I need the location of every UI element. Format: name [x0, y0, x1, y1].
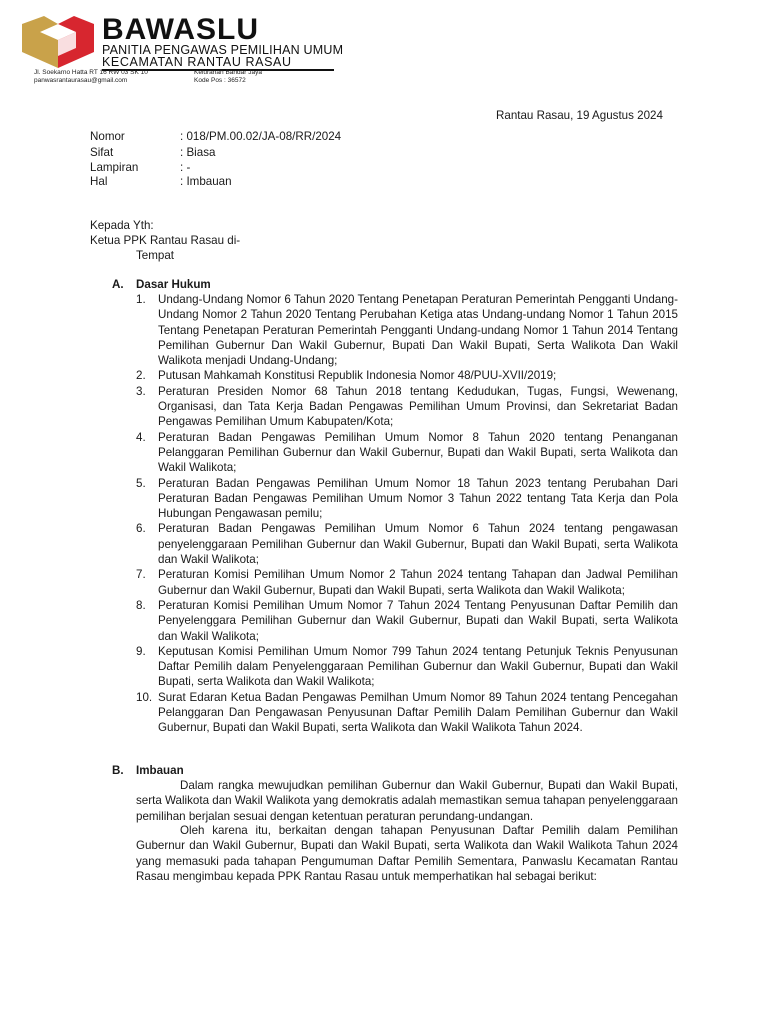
imbauan-paragraph-1: Dalam rangka mewujudkan pemilihan Gubernur dan Wakil Gubernur, Bupati dan Wakil Bupati, serta Walikota dan Wakil Walikota yang demokratis adalah memastikan semua tahapan penyelenggaraan pemilihan berjalan sesuai dengan ketentuan peraturan perundang-undangan. [136, 779, 678, 823]
meta-value: : 018/PM.00.02/JA-08/RR/2024 [180, 130, 342, 143]
list-item: 6. Peraturan Badan Pengawas Pemilihan Umum Nomor 6 Tahun 2024 tentang pengawasan penyelenggaraan Pemilihan Gubernur dan Wakil Gubernur, Bupati dan Wakil Bupati, serta Walikota dan Wakil Walikota; [136, 522, 678, 567]
meta-value: : Imbauan [180, 175, 232, 188]
address-postal-code: Kode Pos : 36572 [194, 77, 246, 84]
meta-value: : Biasa [180, 146, 216, 159]
address-street: Jl. Soekarno Hatta RT 16 RW 03 SK 10 [34, 69, 148, 76]
addressee-place: Tempat [136, 249, 175, 262]
section-heading: Imbauan [136, 764, 184, 777]
list-item: 7. Peraturan Komisi Pemilihan Umum Nomor 2 Tahun 2024 tentang Tahapan dan Jadwal Pemilihan Gubernur dan Wakil Gubernur, Bupati dan Wakil Bupati, serta Walikota dan Wakil Walikota; [136, 568, 678, 597]
addressee-name: Ketua PPK Rantau Rasau di- [90, 234, 241, 247]
meta-key: Sifat [90, 146, 114, 159]
bawaslu-logo-icon [18, 12, 98, 70]
list-item: 1. Undang-Undang Nomor 6 Tahun 2020 Tentang Penetapan Peraturan Pemerintah Pengganti Undang-Undang Nomor 2 Tahun 2020 Tentang Perubahan Ketiga atas Undang-undang Nomor 1 Tahun 2015 Tentang Penetapan Peraturan Pemerintah Pengganti Undang-undang Nomor 1 Tahun 2014 Tentang Pemilihan Gubernur Dan Wakil Gubernur, Bupati Dan Wakil Bupati, Serta Walikota Dan Wakil Walikota menjadi Undang-Undang; [136, 293, 678, 368]
addressee-salutation: Kepada Yth: [90, 219, 154, 232]
list-item: 3. Peraturan Presiden Nomor 68 Tahun 2018 tentang Kedudukan, Tugas, Fungsi, Wewenang, Organisasi, dan Tata Kerja Badan Pengawas Pemilihan Umum Provinsi, dan Sekretariat Badan Pengawas Pemilihan Umum Kabupaten/Kota; [136, 384, 678, 429]
section-heading: Dasar Hukum [136, 278, 211, 291]
meta-row-nomor [90, 129, 341, 144]
section-letter: B. [112, 764, 124, 777]
imbauan-paragraph-2: Oleh karena itu, berkaitan dengan tahapan Penyusunan Daftar Pemilih dalam Pemilihan Gubernur dan Wakil Gubernur, Bupati dan Wakil Bupati, serta Walikota dan Wakil Walikota Tahun 2024 yang memasuki pada tahapan Pengumuman Daftar Pemilih Sementara, Panwaslu Kecamatan Rantau Rasau mengimbau kepada PPK Rantau Rasau untuk memperhatikan hal sebagai berikut: [136, 824, 678, 883]
date-line: Rantau Rasau, 19 Agustus 2024 [496, 109, 663, 122]
list-item: 4. Peraturan Badan Pengawas Pemilihan Umum Nomor 8 Tahun 2020 tentang Penanganan Pelanggaran Pemilihan Gubernur dan Wakil Gubernur, Bupati dan Wakil Bupati, serta Walikota dan Wakil Walikota; [136, 430, 678, 475]
address-email: panwasrantaurasau@gmail.com [34, 77, 128, 84]
org-subtitle-1: PANITIA PENGAWAS PEMILIHAN UMUM [102, 43, 344, 57]
list-item: 9. Keputusan Komisi Pemilihan Umum Nomor 799 Tahun 2024 tentang Petunjuk Teknis Penyusunan Daftar Pemilih dalam Penyelenggaraan Pemilihan Gubernur dan Wakil Gubernur, Bupati dan Wakil Bupati, serta Walikota dan Wakil Walikota; [136, 644, 678, 689]
org-name: BAWASLU [102, 13, 259, 46]
section-a-title [112, 277, 211, 292]
org-subtitle-2: KECAMATAN RANTAU RASAU [102, 55, 292, 69]
list-item: 10. Surat Edaran Ketua Badan Pengawas Pemilhan Umum Nomor 89 Tahun 2024 tentang Pencegahan Pelanggaran Dan Pengawasan Penyusunan Daftar Pemilih Dalam Pemilihan Gubernur dan Wakil Gubernur, Bupati dan Wakil Bupati, serta Walikota dan Wakil Walikota Tahun 2024. [136, 690, 678, 735]
meta-key: Hal [90, 175, 108, 188]
address-left [34, 69, 148, 85]
address-kelurahan: Kelurahan Bandar Jaya [194, 69, 262, 76]
meta-row-lampiran [90, 160, 190, 175]
meta-row-hal [90, 174, 232, 189]
meta-key: Lampiran [90, 161, 139, 174]
address-right [194, 69, 262, 85]
meta-value: : - [180, 161, 191, 174]
section-b-title [112, 763, 184, 778]
section-letter: A. [112, 278, 124, 291]
list-item: 5. Peraturan Badan Pengawas Pemilihan Umum Nomor 18 Tahun 2023 tentang Perubahan Dari Peraturan Badan Pengawas Pemilihan Umum Nomor 3 Tahun 2022 tentang Tata Kerja dan Pola Hubungan Pengawasan pemilu; [136, 476, 678, 521]
list-item: 8. Peraturan Komisi Pemilihan Umum Nomor 7 Tahun 2024 Tentang Penyusunan Daftar Pemilih dan Penyelenggara Pemilihan Gubernur dan Wakil Gubernur, Bupati dan Wakil Bupati, serta Walikota dan Wakil Walikota; [136, 598, 678, 643]
list-item: 2. Putusan Mahkamah Konstitusi Republik Indonesia Nomor 48/PUU-XVII/2019; [136, 369, 557, 383]
meta-row-sifat [90, 145, 215, 160]
legal-basis-list [136, 292, 678, 736]
meta-key: Nomor [90, 130, 125, 143]
